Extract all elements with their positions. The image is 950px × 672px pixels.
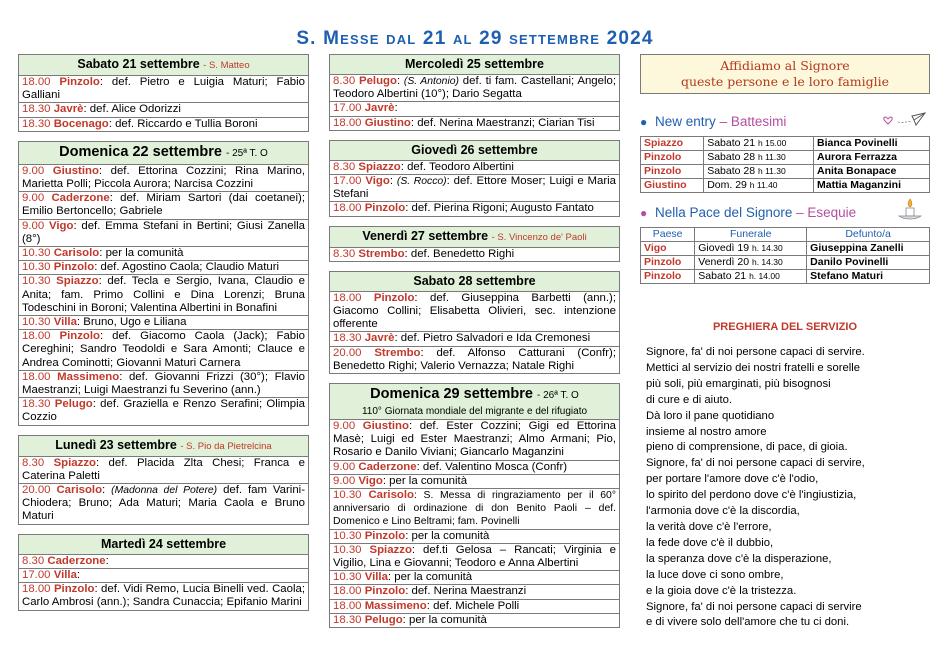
- day-header: [330, 141, 619, 161]
- mass-place: Caderzone: [358, 460, 417, 473]
- battesimi-date: [704, 137, 814, 151]
- mass-time: 18.00: [333, 202, 362, 215]
- esequie-date-day: Sabato 21: [698, 270, 747, 282]
- mass-intentions: : def. Teodoro Albertini: [400, 160, 514, 173]
- mass-intentions: : def. Alice Odorizzi: [83, 103, 181, 116]
- mass-place: Pelugo: [364, 613, 403, 626]
- mass-intentions: : def. Nerina Maestranzi; Ciarian Tisi: [410, 116, 595, 129]
- affidiamo-line-2: queste persone e le loro famiglie: [680, 74, 890, 89]
- battesimi-row: [641, 165, 930, 179]
- mass-entry: [330, 202, 619, 215]
- mass-entry: [19, 330, 308, 371]
- prayer-line: per portare l'amore dove c'è l'odio,: [646, 473, 819, 486]
- mass-entry: [19, 247, 308, 261]
- day-title: Sabato 28 settembre: [413, 273, 536, 288]
- battesimi-date: [704, 165, 814, 179]
- mass-time: 18.30: [22, 398, 51, 411]
- mass-intentions: : def. Ettore Moser; Luigi e Maria Stefani: [333, 175, 616, 201]
- mass-time: 18.00: [333, 599, 362, 612]
- mass-time: 18.00: [22, 330, 51, 343]
- mass-intentions: : def. Michele Polli: [426, 599, 520, 612]
- prayer-line: la speranza dove c'è la disperazione,: [646, 552, 832, 565]
- esequie-subtitle: Esequie: [807, 205, 857, 220]
- esequie-table: [640, 227, 930, 284]
- affidiamo-box: [640, 54, 930, 94]
- battesimi-date-hour: h 11.30: [758, 152, 786, 162]
- mass-intentions: : S. Messa di ringraziamento per il 60° anniversario di ordinazione di don Benito Paoli – def. Domenico e Lino Beltrami; fam. Povinelli: [333, 490, 616, 528]
- candle-icon: [896, 197, 924, 225]
- day-header: [19, 535, 308, 555]
- prayer-line: più soli, più emarginati, più bisognosi: [646, 377, 831, 390]
- mass-place: Bocenago: [53, 117, 109, 130]
- mass-intentions: : def.ti Gelosa – Rancati; Virginia e Vigilio, Lina e Giovanni; Teodoro e Anna Albertini: [333, 543, 616, 570]
- mass-entry: [19, 398, 308, 424]
- mass-place: Carisolo: [56, 484, 103, 497]
- day-title: Sabato 21 settembre: [77, 57, 200, 71]
- mass-intentions: : per la comunità: [402, 613, 487, 626]
- prayer-line: lo spirito del perdono dove c'è l'ingiustizia,: [646, 489, 857, 502]
- esequie-date: [695, 270, 807, 284]
- mass-place: Spiazzo: [358, 160, 401, 173]
- mass-entry: [330, 600, 619, 614]
- prayer-text: [646, 345, 930, 631]
- day-header: [330, 384, 619, 420]
- battesimi-table: [640, 136, 930, 193]
- esequie-date-day: Venerdì 20: [698, 256, 750, 268]
- mass-intentions: : def. Pietro e Luigia Maturi; Fabio Galliani: [22, 76, 305, 102]
- day-title: Martedì 24 settembre: [100, 536, 227, 551]
- mass-entry: [330, 571, 619, 585]
- mass-entry: [330, 475, 619, 489]
- prayer-line: di cure e di aiuto.: [646, 393, 733, 406]
- mass-place: Pinzolo: [53, 261, 95, 274]
- esequie-date-hour: h. 14.30: [751, 257, 783, 267]
- mass-time: 18.00: [22, 370, 51, 383]
- mass-place: Pinzolo: [59, 330, 100, 343]
- battesimi-row: [641, 179, 930, 193]
- mass-place: Pinzolo: [59, 76, 100, 88]
- mass-time: 20.00: [22, 484, 51, 497]
- day-tempo: - 26ª T. O: [536, 390, 579, 402]
- mass-intentions: : def. Benedetto Righi: [404, 247, 515, 260]
- battesimi-date-hour: h 11.30: [758, 166, 786, 176]
- mass-place: Pelugo: [358, 75, 397, 87]
- mass-entry: [330, 614, 619, 627]
- mass-time: 10.30: [22, 247, 51, 260]
- mass-time: 9.00: [333, 474, 356, 487]
- esequie-date: [695, 256, 807, 270]
- mass-intentions: def. ti fam. Castellani; Angelo; Teodoro Albertini (10°); Dario Segatta: [333, 75, 616, 101]
- battesimi-header: [640, 114, 930, 130]
- mass-entry: [330, 544, 619, 571]
- prayer-line: pieno di comprensione, di pace, di gioia.: [646, 441, 848, 454]
- mass-place: Strembo: [374, 346, 421, 359]
- mass-time: 18.30: [333, 332, 362, 345]
- mass-entry: [19, 165, 308, 192]
- day-saint-name: S. Pio da Pietrelcina: [186, 440, 272, 452]
- prayer-line: la luce dove ci sono ombre,: [646, 568, 784, 581]
- esequie-col-funerale: Funerale: [695, 228, 807, 242]
- mass-intentions: :: [394, 102, 398, 115]
- mass-place: Pinzolo: [364, 202, 406, 215]
- battesimi-date-hour: h 11.40: [749, 180, 778, 190]
- mass-note: (Madonna del Potere): [111, 485, 218, 497]
- mass-time: 9.00: [22, 164, 45, 177]
- column-right: [640, 54, 930, 629]
- mass-time: 10.30: [333, 571, 362, 584]
- mass-entry: [19, 316, 308, 330]
- mass-intentions: : def. Riccardo e Tullia Boroni: [108, 117, 258, 130]
- mass-intentions: : per la comunità: [99, 247, 184, 260]
- mass-time: 8.30: [333, 247, 356, 260]
- mass-place: Javrè: [364, 102, 395, 115]
- mass-place: Vigo: [48, 219, 74, 232]
- mass-place: Spiazzo: [56, 275, 99, 288]
- battesimi-place: Spiazzo: [641, 137, 704, 151]
- esequie-place: Vigo: [641, 242, 695, 256]
- day-subtitle: 110° Giornata mondiale del migrante e del rifugiato: [361, 406, 588, 418]
- esequie-col-paese: Paese: [641, 228, 695, 242]
- mass-place: Javrè: [53, 103, 84, 116]
- esequie-date-hour: h. 14.30: [751, 243, 783, 253]
- battesimi-subtitle: Battesimi: [730, 114, 787, 129]
- battesimi-title: New entry: [655, 114, 716, 129]
- battesimi-date-day: Dom. 29: [707, 179, 747, 191]
- day-box-gio26: [329, 140, 620, 217]
- mass-entry: 17.00 Vigo: (S. Rocco): def. Ettore Moser; Luigi e Maria Stefani: [330, 175, 619, 202]
- esequie-row: [641, 256, 930, 270]
- mass-entry: [19, 261, 308, 275]
- mass-intentions: : def. Miriam Sartori (dai coetanei); Emilio Bertoncello; Gabriele: [22, 192, 305, 218]
- day-title: Lunedì 23 settembre: [55, 437, 177, 452]
- mass-time: 8.30: [22, 456, 45, 469]
- mass-place: Giustino: [52, 164, 99, 177]
- mass-place: Strembo: [358, 247, 405, 260]
- column-middle: [329, 54, 620, 637]
- mass-time: 18.00: [333, 291, 362, 304]
- day-saint-name: S. Vincenzo de' Paoli: [497, 231, 587, 243]
- day-saint: - S. Vincenzo de' Paoli: [491, 231, 587, 243]
- prayer-line: insieme al nostro amore: [646, 425, 767, 438]
- mass-entry: [19, 118, 308, 131]
- esequie-date: [695, 242, 807, 256]
- mass-time: 17.00: [22, 568, 51, 581]
- battesimi-row: [641, 137, 930, 151]
- esequie-header: [640, 205, 930, 221]
- mass-entry: [19, 371, 308, 398]
- mass-time: 20.00: [333, 346, 362, 359]
- day-box-sab28: [329, 271, 620, 374]
- battesimi-date: [704, 151, 814, 165]
- day-title: Venerdì 27 settembre: [362, 228, 489, 243]
- bullet-icon: ●: [640, 206, 648, 220]
- battesimi-place: Pinzolo: [641, 151, 704, 165]
- prayer-line: la fede dove c'è il dubbio,: [646, 536, 774, 549]
- mass-entry: [330, 102, 619, 116]
- mass-intentions: : def. Pierina Rigoni; Augusto Fantato: [405, 202, 594, 215]
- mass-time: 10.30: [333, 489, 362, 502]
- mass-note: (S. Antonio): [403, 76, 460, 87]
- mass-time: 9.00: [333, 460, 356, 473]
- mass-entry: [19, 192, 308, 219]
- day-title: Giovedì 26 settembre: [411, 142, 538, 157]
- mass-intentions: : def. Ettorina Cozzini; Rina Marino, Marietta Polli; Piccola Aurora; Narcisa Cozzini: [22, 164, 305, 191]
- day-tempo: - 25ª T. O: [225, 147, 268, 159]
- day-box-dom29: [329, 383, 620, 628]
- mass-intentions: : def. Giovanni Frizzi (30°); Flavio Maestranzi; Luigi Maestranzi fu Severino (ann.): [22, 370, 305, 397]
- day-saint-name: S. Matteo: [208, 60, 250, 71]
- mass-time: 18.00: [22, 583, 51, 596]
- mass-time: 8.30: [333, 75, 356, 87]
- battesimi-date-day: Sabato 21: [707, 137, 756, 149]
- mass-entry: [19, 569, 308, 583]
- mass-place: Pelugo: [54, 398, 93, 411]
- mass-time: 18.30: [333, 613, 362, 626]
- bullet-icon: ●: [640, 115, 648, 129]
- mass-place: Pinzolo: [53, 583, 95, 596]
- battesimi-name: Mattia Maganzini: [814, 179, 930, 193]
- prayer-line: e di vivere solo dell'amore che tu ci doni.: [646, 616, 850, 629]
- day-header: [330, 272, 619, 292]
- mass-time: 10.30: [333, 529, 362, 542]
- mass-intentions: : per la comunità: [387, 571, 473, 584]
- mass-place: Pinzolo: [364, 585, 406, 598]
- mass-entry: [330, 117, 619, 130]
- day-box-dom22: [18, 141, 309, 426]
- battesimi-row: [641, 151, 930, 165]
- day-saint: - S. Pio da Pietrelcina: [180, 440, 272, 452]
- battesimi-dash: –: [719, 114, 731, 129]
- mass-intentions: : def. Giuseppina Barbetti (ann.); Giacomo Collini; Elisabetta Olivieri, sec. intenzione offerente: [333, 291, 616, 331]
- mass-time: 9.00: [22, 219, 45, 232]
- mass-entry: [19, 583, 308, 609]
- battesimi-name: Aurora Ferrazza: [814, 151, 930, 165]
- mass-place: Carisolo: [53, 247, 100, 260]
- mass-intentions: : per la comunità: [382, 474, 468, 487]
- esequie-col-defunto: Defunto/a: [807, 228, 930, 242]
- mass-time: 10.30: [22, 275, 51, 288]
- mass-place: Vigo: [365, 175, 390, 188]
- esequie-row: [641, 242, 930, 256]
- mass-time: 17.00: [333, 102, 362, 115]
- affidiamo-line-1: Affidiamo al Signore: [720, 58, 850, 73]
- esequie-name: Danilo Povinelli: [807, 256, 930, 270]
- day-saint: - S. Matteo: [203, 60, 250, 71]
- battesimi-date-day: Sabato 28: [707, 165, 756, 177]
- battesimi-place: Pinzolo: [641, 165, 704, 179]
- mass-time: 17.00: [333, 175, 362, 188]
- battesimi-place: Giustino: [641, 179, 704, 193]
- mass-time: 18.30: [22, 117, 51, 130]
- prayer-line: la verità dove c'è l'errore,: [646, 520, 772, 533]
- mass-place: Pinzolo: [373, 291, 415, 304]
- mass-intentions: : def. Graziella e Renzo Serafini; Olimpia Cozzio: [22, 398, 305, 424]
- mass-entry: [330, 420, 619, 461]
- mass-entry: [330, 585, 619, 599]
- mass-time: 9.00: [333, 420, 356, 433]
- prayer-line: Signore, fa' di noi persone capaci di servire: [646, 600, 862, 613]
- mass-intentions: : Bruno, Ugo e Liliana: [76, 316, 187, 329]
- column-left: [18, 54, 309, 620]
- mass-intentions: : def. Agostino Caola; Claudio Maturi: [94, 261, 280, 274]
- esequie-name: Giuseppina Zanelli: [807, 242, 930, 256]
- esequie-date-day: Giovedì 19: [698, 242, 750, 254]
- prayer-line: Signore, fa' di noi persone capaci di servire,: [646, 457, 865, 470]
- battesimi-date-day: Sabato 28: [707, 151, 756, 163]
- day-header: [19, 142, 308, 165]
- mass-entry: [330, 292, 619, 333]
- battesimi-date-hour: h 15.00: [758, 138, 787, 148]
- mass-entry: [330, 530, 619, 544]
- mass-place: Massimeno: [57, 370, 120, 383]
- mass-intentions: : def. Placida Zlta Chesi; Franca e Caterina Paletti: [22, 456, 305, 482]
- mass-time: 18.30: [22, 103, 51, 116]
- mass-place: Massimeno: [364, 599, 427, 612]
- mass-note: (S. Rocco): [396, 176, 447, 188]
- esequie-row: [641, 270, 930, 284]
- mass-time: 10.30: [22, 261, 51, 274]
- day-box-mar24: [18, 534, 309, 611]
- day-box-lun23: [18, 435, 309, 525]
- mass-place: Caderzone: [51, 192, 110, 205]
- mass-entry: 20.00 Carisolo: (Madonna del Potere) def. fam Varini-Chiodera; Bruno; Ada Maturi; Maria Caola e Bruno Maturi: [22, 484, 305, 523]
- day-header: [330, 55, 619, 75]
- battesimi-date: [704, 179, 814, 193]
- mass-entry: [330, 248, 619, 261]
- mass-intentions: : def. Ester Cozzini; Gigi ed Ettorina Masè; Luigi ed Ester Maestranzi; Almo Armani; Pio, Rosario e Danilo Viviani; Giancarlo Maganzini: [333, 420, 617, 459]
- mass-intentions: : def. Tecla e Sergio, Ivana, Claudio e Anita; fam. Primo Collini e Dina Lorenzi; Bruna Todeschini in Boroni; Valentina Albertini in Bonafini: [22, 275, 305, 314]
- mass-intentions: :: [76, 568, 81, 581]
- mass-time: 18.00: [333, 116, 362, 129]
- mass-intentions: : def. Alfonso Catturani (Confr); Benedetto Righi; Valerio Vernazza; Natale Righi: [333, 346, 617, 372]
- mass-intentions: : def. Giacomo Caola (Jack); Fabio Cereghini; Sandro Teodoldi e Sara Amonti; Clauce e Andrea Cominotti; Giovanni Maturi Carnera: [22, 330, 305, 369]
- mass-time: 18.00: [22, 76, 51, 88]
- mass-entry: [19, 457, 308, 484]
- mass-entry: [330, 461, 619, 475]
- mass-intentions: :: [105, 554, 109, 567]
- mass-entry: [19, 220, 308, 247]
- mass-intentions: : def. Pietro Salvadori e Ida Cremonesi: [394, 332, 591, 345]
- prayer-title: PREGHIERA DEL SERVIZIO: [712, 321, 858, 333]
- mass-entry: [19, 103, 308, 117]
- esequie-date-hour: h. 14.00: [749, 271, 780, 281]
- mass-entry: [19, 555, 308, 569]
- mass-time: 8.30: [22, 554, 45, 567]
- page-title: S. Messe dal 21 al 29 settembre 2024: [296, 28, 654, 49]
- heart-paperplane-icon: [882, 110, 926, 136]
- prayer-line: Mettici al servizio dei nostri fratelli e sorelle: [646, 361, 861, 374]
- prayer-line: Dà loro il pane quotidiano: [646, 409, 775, 422]
- esequie-dash: –: [796, 205, 808, 220]
- mass-time: 18.00: [333, 585, 362, 598]
- day-box-mer25: [329, 54, 620, 131]
- esequie-place: Pinzolo: [641, 270, 695, 284]
- mass-time: 9.00: [22, 192, 45, 205]
- mass-time: 10.30: [22, 316, 51, 329]
- mass-place: Spiazzo: [53, 456, 96, 469]
- day-box-sab21: [18, 54, 309, 132]
- prayer-line: e la gioia dove c'è la tristezza.: [646, 584, 797, 597]
- mass-place: Giustino: [362, 420, 409, 433]
- mass-time: 10.30: [333, 543, 362, 556]
- mass-place: Villa: [364, 571, 388, 584]
- esequie-title: Nella Pace del Signore: [655, 205, 793, 220]
- esequie-place: Pinzolo: [641, 256, 695, 270]
- mass-place: Javrè: [364, 332, 395, 345]
- mass-place: Giustino: [364, 116, 411, 129]
- mass-entry: [19, 76, 308, 103]
- mass-entry: 8.30 Pelugo: (S. Antonio) def. ti fam. Castellani; Angelo; Teodoro Albertini (10°); Dario Segatta: [330, 75, 619, 102]
- mass-place: Vigo: [358, 474, 383, 487]
- mass-place: Caderzone: [47, 554, 106, 567]
- battesimi-name: Anita Bonapace: [814, 165, 930, 179]
- day-title: Mercoledì 25 settembre: [405, 57, 544, 71]
- mass-place: Villa: [53, 568, 77, 581]
- prayer-line: Signore, fa' di noi persone capaci di servire.: [646, 346, 865, 358]
- esequie-name: Stefano Maturi: [807, 270, 930, 284]
- mass-entry: [330, 161, 619, 175]
- battesimi-name: Bianca Povinelli: [814, 137, 930, 151]
- mass-place: Villa: [53, 316, 77, 329]
- day-header: [19, 55, 308, 76]
- day-header: [330, 227, 619, 248]
- day-box-ven27: [329, 226, 620, 262]
- mass-intentions: : per la comunità: [405, 529, 490, 542]
- mass-intentions: : def. Vidi Remo, Lucia Binelli ved. Caola; Carlo Ambrosi (ann.); Sandra Cunaccia; Epifanio Marini: [22, 583, 306, 609]
- day-title: Domenica 22 settembre: [59, 143, 222, 160]
- mass-place: Spiazzo: [369, 543, 412, 556]
- mass-entry: [330, 332, 619, 346]
- mass-place: Pinzolo: [364, 529, 406, 542]
- mass-place: Carisolo: [368, 489, 415, 502]
- mass-entry: [330, 489, 619, 530]
- mass-time: 8.30: [333, 160, 356, 173]
- prayer-line: l'armonia dove c'è la discordia,: [646, 505, 800, 518]
- day-header: [19, 436, 308, 457]
- mass-entry: [19, 275, 308, 316]
- mass-intentions: : def. Emma Stefani in Bertini; Giusi Zanella (8°): [22, 219, 305, 245]
- mass-intentions: def. fam Varini-Chiodera; Bruno; Ada Maturi; Maria Caola e Bruno Maturi: [22, 484, 305, 523]
- mass-intentions: : def. Valentino Mosca (Confr): [416, 460, 568, 473]
- day-title: Domenica 29 settembre: [370, 386, 533, 403]
- mass-entry: [330, 347, 619, 373]
- mass-intentions: : def. Nerina Maestranzi: [405, 585, 527, 598]
